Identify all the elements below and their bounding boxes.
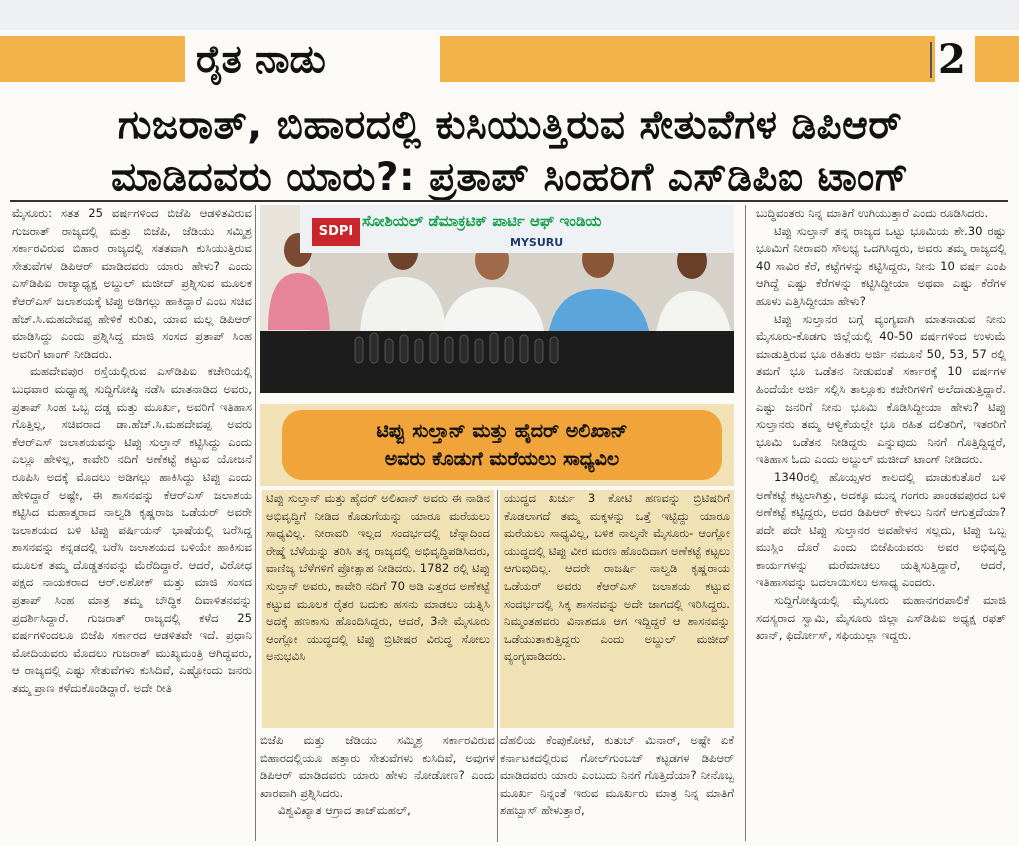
sdpi-logo: SDPI	[312, 218, 360, 246]
column-divider	[745, 205, 746, 841]
paragraph: ಬುದ್ಧಿವಂತರು ನಿನ್ನ ಮಾತಿಗೆ ಉಗಿಯುತ್ತಾರೆ ಎಂದು ರೂಡಿಸಿದರು.	[756, 206, 989, 220]
masthead-bar-right	[440, 36, 935, 82]
paragraph: ಟಿಪ್ಪು ಸುಲ್ತಾನರ ಬಗ್ಗೆ ವ್ಯಂಗ್ಯವಾಗಿ ಮಾತನಾಡುವ ನೀನು ಮೈಸೂರು-ಕೊಡಗು ಜಿಲ್ಲೆಯಲ್ಲಿ 40-50 ವರ್ಷಗಳಿಂದ ಉಳುಮೆ ಮಾಡುತ್ತಿರುವ ಭೂ ರಹಿತರು ಅರ್ಜಿ ನಮೂನೆ 50, 53, 57 ರಲ್ಲಿ ತಮಗೆ ಭೂ ಒಡೆತನ ನೀಡುವಂತೆ ಸರ್ಕಾರಕ್ಕೆ 10 ವರ್ಷಗಳ ಹಿಂದೆಯೇ ಅರ್ಜಿ ಸಲ್ಲಿಸಿ ತಾಲ್ಲೂಕು ಕಚೇರಿಗಳಿಗೆ ಅಲೆದಾಡುತ್ತಿದ್ದಾರೆ. ಎಷ್ಟು ಜನರಿಗೆ ನೀನು ಭೂಮಿ ಕೊಡಿಸಿದ್ದೀಯಾ ಹೇಳು? ಟಿಪ್ಪು ಸುಲ್ತಾನರು ತಮ್ಮ ಆಳ್ವಿಕೆಯಲ್ಲೇ ಭೂ ರಹಿತ ದಲಿತರಿಗೆ, ಇತರರಿಗೆ ಭೂಮಿ ಒಡೆತನ ನೀಡಿದ್ದರು ಎನ್ನುವುದು ನಿನಗೆ ಗೊತ್ತಿದ್ದಿದ್ದರೆ, ಇತಿಹಾಸ ಓದು ಎಂದು ಅಬ್ದುಲ್ ಮಜೀದ್ ಟಾಂಗ್ ನೀಡಿದರು.	[756, 311, 1006, 467]
page-number-divider	[930, 42, 932, 78]
column-divider	[255, 205, 256, 841]
paragraph: ಮಹದೇವಪುರ ರಸ್ತೆಯಲ್ಲಿರುವ ಎಸ್‌ಡಿಪಿಐ ಕಚೇರಿಯಲ್ಲಿ ಬುಧವಾರ ಮಧ್ಯಾಹ್ನ ಸುದ್ದಿಗೋಷ್ಠಿ ನಡೆಸಿ ಮಾತನಾಡಿದ ಅವರು, ಪ್ರತಾಪ್ ಸಿಂಹ ಒಬ್ಬ ದಡ್ಡ ಮತ್ತು ಮೂರ್ಖ, ಅವರಿಗೆ ಇತಿಹಾಸ ಗೊತ್ತಿಲ್ಲ, ಸಚಿವರಾದ ಡಾ.ಹೆಚ್.ಸಿ.ಮಹದೇವಪ್ಪ ಅವರು ಕೆಆರ್‌ಎಸ್ ಜಲಾಶಯವನ್ನು ಟಿಪ್ಪು ಸುಲ್ತಾನ್ ಕಟ್ಟಿಸಿದ್ದು ಎಂದು ಎಲ್ಲೂ ಹೇಳಿಲ್ಲ, ಕಾವೇರಿ ನದಿಗೆ ಅಣೆಕಟ್ಟೆ ಕಟ್ಟುವ ಯೋಜನೆ ರೂಪಿಸಿ ಅದಕ್ಕೆ ಮೊದಲು ಅಡಿಗಲ್ಲು ಹಾಕಿಸಿದ್ದು ಟಿಪ್ಪು ಎಂದು ಹೇಳಿದ್ದಾರೆ ಅಷ್ಟೇ, ಈ ಶಾಸನವನ್ನು ಕೆಆರ್‌ಎಸ್ ಜಲಾಶಯ ಕಟ್ಟಿಸಿದ ಮಹಾತ್ಮರಾದ ನಾಲ್ವಡಿ ಕೃಷ್ಣರಾಜ ಒಡೆಯರ್ ಅವರೇ ಜಲಾಶಯದ ಬಳಿ ಟಿಪ್ಪು ಪರ್ಷಿಯನ್ ಭಾಷೆಯಲ್ಲಿ ಬರೆಸಿದ್ದ ಶಾಸನವನ್ನು ಕನ್ನಡದಲ್ಲಿ ಬರೆಸಿ ಜಲಾಶಯದ ಬಳಿಯೇ ಹಾಕಿಸುವ ಮೂಲಕ ತಮ್ಮ ದೊಡ್ಡತನವನ್ನು ಮೆರೆದಿದ್ದಾರೆ. ಆದರೆ, ವಿರೋಧ ಪಕ್ಷದ ನಾಯಕರಾದ ಆರ್.ಅಶೋಕ್ ಮತ್ತು ಮಾಜಿ ಸಂಸದ ಪ್ರತಾಪ್ ಸಿಂಹ ಮಾತ್ರ ತಮ್ಮ ಬೌದ್ಧಿಕ ದಿವಾಳಿತನವನ್ನು ಪ್ರದರ್ಶಿಸಿದ್ದಾರೆ. ಗುಜರಾತ್ ರಾಜ್ಯದಲ್ಲಿ ಕಳೆದ 25 ವರ್ಷಗಳಿಂದಲೂ ಬಿಜೆಪಿ ಸರ್ಕಾರದ ಆಡಳಿತವೇ ಇದೆ. ಪ್ರಧಾನಿ ಮೋದಿಯವರು ಮೊದಲು ಗುಜರಾತ್ ಮುಖ್ಯಮಂತ್ರಿ ಆಗಿದ್ದವರು, ಆ ರಾಜ್ಯದಲ್ಲಿ ಎಷ್ಟು ಸೇತುವೆಗಳು ಕುಸಿದಿವೆ, ಎಷ್ಟೋಂದು ಜನರು ತಮ್ಮ ಪ್ರಾಣ ಕಳೆದುಕೊಂಡಿದ್ದಾರೆ. ಅದೇ ರೀತಿ	[12, 364, 252, 696]
paragraph: 1340ರಲ್ಲಿ ಹೊಯ್ಸಳರ ಕಾಲದಲ್ಲಿ ಮಾಡುಕುತೊರೆ ಬಳಿ ಅಣೆಕಟ್ಟೆ ಕಟ್ಟಲಾಗಿತ್ತು, ಅದಕ್ಕೂ ಮುನ್ನ ಗಂಗರು ಪಾಂಡವಪುರದ ಬಳಿ ಅಣೆಕಟ್ಟೆ ಕಟ್ಟಿದ್ದರು, ಅದರ ಡಿಪಿಆರ್ ಕೇಳಲು ನಿನಗೆ ಆಗುತ್ತದೆಯಾ? ಪದೇ ಪದೇ ಟಿಪ್ಪು ಸುಲ್ತಾನರ ಅವಹೇಳನ ಸಲ್ಲದು, ಟಿಪ್ಪು ಒಬ್ಬ ಮುಸ್ಲಿಂ ದೊರೆ ಎಂದು ಬಿಜೆಪಿಯವರು ಅವರ ಅಭಿವೃದ್ಧಿ ಕಾರ್ಯಗಳನ್ನು ಮರೆಮಾಚಲು ಯತ್ನಿಸುತ್ತಿದ್ದಾರೆ, ಆದರೆ, ಇತಿಹಾಸವನ್ನು ಬದಲಾಯಿಸಲು ಅಸಾಧ್ಯ ಎಂದರು.	[756, 469, 1006, 590]
masthead	[0, 36, 1019, 86]
sidebar-column-1	[262, 490, 494, 728]
paragraph: ಮೈಸೂರು: ಸತತ 25 ವರ್ಷಗಳಿಂದ ಬಿಜೆಪಿ ಆಡಳಿತವಿರುವ ಗುಜರಾತ್ ರಾಜ್ಯದಲ್ಲಿ ಮತ್ತು ಬಿಜೆಪಿ, ಜೆಡಿಯು ಸಮ್ಮಿಶ್ರ ಸರ್ಕಾರವಿರುವ ಬಿಹಾರ ರಾಜ್ಯದಲ್ಲಿ ಸತತವಾಗಿ ಕುಸಿಯುತ್ತಿರುವ ಸೇತುವೆಗಳ ಡಿಪಿಆರ್ ಮಾಡಿದವರು ಯಾರು ಹೇಳು? ಎಂದು ಎಸ್‌ಡಿಪಿಐ ರಾಜ್ಯಾಧ್ಯಕ್ಷ ಅಬ್ದುಲ್ ಮಜೀದ್ ಪ್ರಶ್ನಿಸುವ ಮೂಲಕ ಕೆಆರ್‌ಎಸ್ ಜಲಾಶಯಕ್ಕೆ ಟಿಪ್ಪು ಅಡಿಗಲ್ಲು ಹಾಕಿದ್ದಾರೆ ಎಂಬ ಸಚಿವ ಹೆಚ್.ಸಿ.ಮಹದೇವಪ್ಪ ಹೇಳಿಕೆ ಕುರಿತು, ಯಾವ ಮಲ್ಲ ಡಿಪಿಆರ್ ಮಾಡಿಸಿದ್ದು ಎಂದು ಪ್ರಶ್ನಿಸಿದ್ದ ಮಾಜಿ ಸಂಸದ ಪ್ರತಾಪ್ ಸಿಂಹ ಅವರಿಗೆ ಟಾಂಗ್ ನೀಡಿದರು.	[12, 206, 252, 361]
paragraph: ವಿಶ್ವವಿಖ್ಯಾತ ಆಗ್ರಾದ ತಾಜ್‌ಮಹಲ್,	[278, 803, 411, 818]
party-banner-city: MYSURU	[510, 236, 564, 249]
masthead-bar-left	[0, 36, 185, 82]
sidebar-title-line-2: ಅವರು ಕೊಡುಗೆ ಮರೆಯಲು ಸಾಧ್ಯವಿಲ	[384, 448, 620, 470]
top-strip	[0, 0, 1019, 30]
sidebar-title	[282, 410, 722, 480]
headline-line-2: ಮಾಡಿದವರು ಯಾರು?: ಪ್ರತಾಪ್ ಸಿಂಹರಿಗೆ ಎಸ್‌ಡಿಪಿಐ ಟಾಂಗ್	[111, 155, 909, 200]
paragraph: ದೆಹಲಿಯ ಕೆಂಪುಕೋಟೆ, ಕುತುಬ್ ಮಿನಾರ್, ಅಷ್ಟೇ ಏಕೆ ಕರ್ನಾಟಕದಲ್ಲಿರುವ ಗೋಲ್‌ಗುಂಬಜ್ ಕಟ್ಟಡಗಳ ಡಿಪಿಆರ್ ಮಾಡಿದವರು ಯಾರು ಎಂಬುದು ನಿನಗೆ ಗೊತ್ತಿದೆಯಾ? ನೀನೊಬ್ಬ ಮೂರ್ಖ ನಿನ್ನಂತೆ ಇರುವ ಮೂರ್ಖರು ಮಾತ್ರ ನಿನ್ನ ಮಾತಿಗೆ ಶಹಬ್ಬಾಸ್ ಹೇಳುತ್ತಾರೆ,	[500, 733, 734, 818]
headline-rule	[10, 200, 1008, 202]
sidebar-column-2	[500, 490, 734, 728]
paragraph: ಟಿಪ್ಪು ಸುಲ್ತಾನ್ ಮತ್ತು ಹೈದರ್ ಅಲಿಖಾನ್ ಅವರು ಈ ನಾಡಿನ ಅಭಿವೃದ್ಧಿಗೆ ನೀಡಿದ ಕೊಡುಗೆಯನ್ನು ಯಾರೂ ಮರೆಯಲು ಸಾಧ್ಯವಿಲ್ಲ. ನೀರಾವರಿ ಇಲ್ಲದ ಸಂದರ್ಭದಲ್ಲಿ ಚೆನ್ನಾದಿಂದ ರೇಷ್ಮೆ ಬೆಳೆಯನ್ನು ತರಿಸಿ ತನ್ನ ರಾಜ್ಯದಲ್ಲಿ ಅಭಿವೃದ್ಧಿಪಡಿಸಿದರು, ವಾಣಿಜ್ಯ ಬೆಳೆಗಳಿಗೆ ಪ್ರೋತ್ಸಾಹ ನೀಡಿದರು. 1782 ರಲ್ಲಿ ಟಿಪ್ಪು ಸುಲ್ತಾನ್ ಅವರು, ಕಾವೇರಿ ನದಿಗೆ 70 ಅಡಿ ಎತ್ತರದ ಅಣೆಕಟ್ಟೆ ಕಟ್ಟುವ ಮೂಲಕ ರೈತರ ಬದುಕು ಹಸನು ಮಾಡಲು ಯತ್ನಿಸಿ ಅದಕ್ಕೆ ಹಣಕಾಸು ಹೊಂದಿಸಿದ್ದರು, ಆದರೆ, 3ನೇ ಮೈಸೂರು ಆಂಗ್ಲೋ ಯುದ್ಧದಲ್ಲಿ ಟಿಪ್ಪು ಬ್ರಿಟೀಷರ ವಿರುದ್ಧ ಸೋಲು ಅನುಭವಿಸಿ	[266, 491, 490, 664]
paragraph: ಸುದ್ದಿಗೋಷ್ಠಿಯಲ್ಲಿ ಮೈಸೂರು ಮಹಾನಗರಪಾಲಿಕೆ ಮಾಜಿ ಸದಸ್ಯರಾದ ಸ್ವಾಮಿ, ಮೈಸೂರು ಜಿಲ್ಲಾ ಎಸ್‌ಡಿಪಿಐ ಅಧ್ಯಕ್ಷ ರಫತ್ ಖಾನ್, ಫಿರ್ದೋಸ್, ಸಫಿಯುಲ್ಲಾ ಇದ್ದರು.	[756, 593, 1006, 643]
masthead-bar-end	[975, 36, 1019, 82]
page-number: 2	[938, 36, 966, 83]
party-banner-text: ಸೋಶಿಯಲ್ ಡೆಮಾಕ್ರಟಿಕ್ ಪಾರ್ಟಿ ಆಫ್ ಇಂಡಿಯ	[362, 212, 602, 230]
article-column-2	[260, 732, 495, 842]
article-column-1	[12, 205, 252, 841]
paragraph: ಯುದ್ಧದ ಖರ್ಚು 3 ಕೋಟಿ ಹಣವನ್ನು ಬ್ರಿಟಿಷರಿಗೆ ಕೊಡಲಾಗದೆ ತಮ್ಮ ಮಕ್ಕಳನ್ನು ಒತ್ತೆ ಇಟ್ಟಿದ್ದು ಯಾರೂ ಮರೆಯಲು ಸಾಧ್ಯವಿಲ್ಲ, ಬಳಿಕ ನಾಲ್ಕನೇ ಮೈಸೂರು- ಆಂಗ್ಲೋ ಯುದ್ಧದಲ್ಲಿ ಟಿಪ್ಪು ವೀರ ಮರಣ ಹೊಂದಿದಾಗ ಅಣೆಕಟ್ಟೆ ಕಟ್ಟಲು ಆಗುವುದಿಲ್ಲ. ಆದರೇ ರಾಜರ್ಷಿ ನಾಲ್ವಡಿ ಕೃಷ್ಣರಾಯ ಒಡೆಯರ್ ಅವರು ಕೆಆರ್‌ಎಸ್ ಜಲಾಶಯ ಕಟ್ಟುವ ಸಂದರ್ಭದಲ್ಲಿ ಸಿಕ್ಕ ಶಾಸನವನ್ನು ಅದೇ ಜಾಗದಲ್ಲಿ ಇರಿಸಿದ್ದರು. ನಿಮ್ಮಂತಹವರು ವಿನಾಶದೂ ಆಗ ಇದ್ದಿದ್ದರೆ ಆ ಶಾಸನವನ್ನು ಒಡೆಯುತಾಕುತ್ತಿದ್ದರು ಎಂದು ಅಬ್ದುಲ್ ಮಜೀದ್ ವ್ಯಂಗ್ಯವಾಡಿದರು.	[504, 491, 730, 664]
headline	[10, 100, 1010, 204]
section-title: ರೈತ ನಾಡು	[196, 37, 326, 81]
article-column-3	[500, 732, 734, 842]
article-column-4	[756, 205, 1006, 841]
paragraph: ಬಿಜೆಪಿ ಮತ್ತು ಜೆಡಿಯು ಸಮ್ಮಿಶ್ರ ಸರ್ಕಾರವಿರುವ ಬಿಹಾರದಲ್ಲಿಯೂ ಹತ್ತಾರು ಸೇತುವೆಗಳು ಕುಸಿದಿವೆ, ಅವುಗಳ ಡಿಪಿಆರ್ ಮಾಡಿದವರು ಯಾರು ಹೇಳು ನೋಡೋಣ? ಎಂದು ಖಾರವಾಗಿ ಪ್ರಶ್ನಿಸಿದರು.	[260, 733, 495, 800]
column-divider	[497, 490, 498, 842]
sidebar-title-line-1: ಟಿಪ್ಪು ಸುಲ್ತಾನ್ ಮತ್ತು ಹೈದರ್ ಅಲಿಖಾನ್	[376, 420, 628, 442]
paragraph: ಟಿಪ್ಪು ಸುಲ್ತಾನ್ ತನ್ನ ರಾಜ್ಯದ ಒಟ್ಟು ಭೂಮಿಯ ಶೇ.30 ರಷ್ಟು ಭೂಮಿಗೆ ನೀರಾವರಿ ಸೌಲಭ್ಯ ಒದಗಿಸಿದ್ದರು, ಅವರು ತಮ್ಮ ರಾಜ್ಯದಲ್ಲಿ 40 ಸಾವಿರ ಕೆರೆ, ಕಟ್ಟೆಗಳನ್ನು ಕಟ್ಟಿಸಿದ್ದರು, ನೀನು 10 ವರ್ಷ ಎಂಪಿ ಆಗಿದ್ದೆ ಎಷ್ಟು ಕೆರೆಗಳನ್ನು ಕಟ್ಟಿಸಿದ್ದೀಯಾ ಅಥವಾ ಎಷ್ಟು ಕೆರೆಗಳ ಹೂಳು ಎತ್ತಿಸಿದ್ದೀಯಾ ಹೇಳು?	[756, 223, 1006, 308]
headline-line-1: ಗುಜರಾತ್, ಬಿಹಾರದಲ್ಲಿ ಕುಸಿಯುತ್ತಿರುವ ಸೇತುವೆಗಳ ಡಿಪಿಆರ್	[117, 103, 903, 148]
